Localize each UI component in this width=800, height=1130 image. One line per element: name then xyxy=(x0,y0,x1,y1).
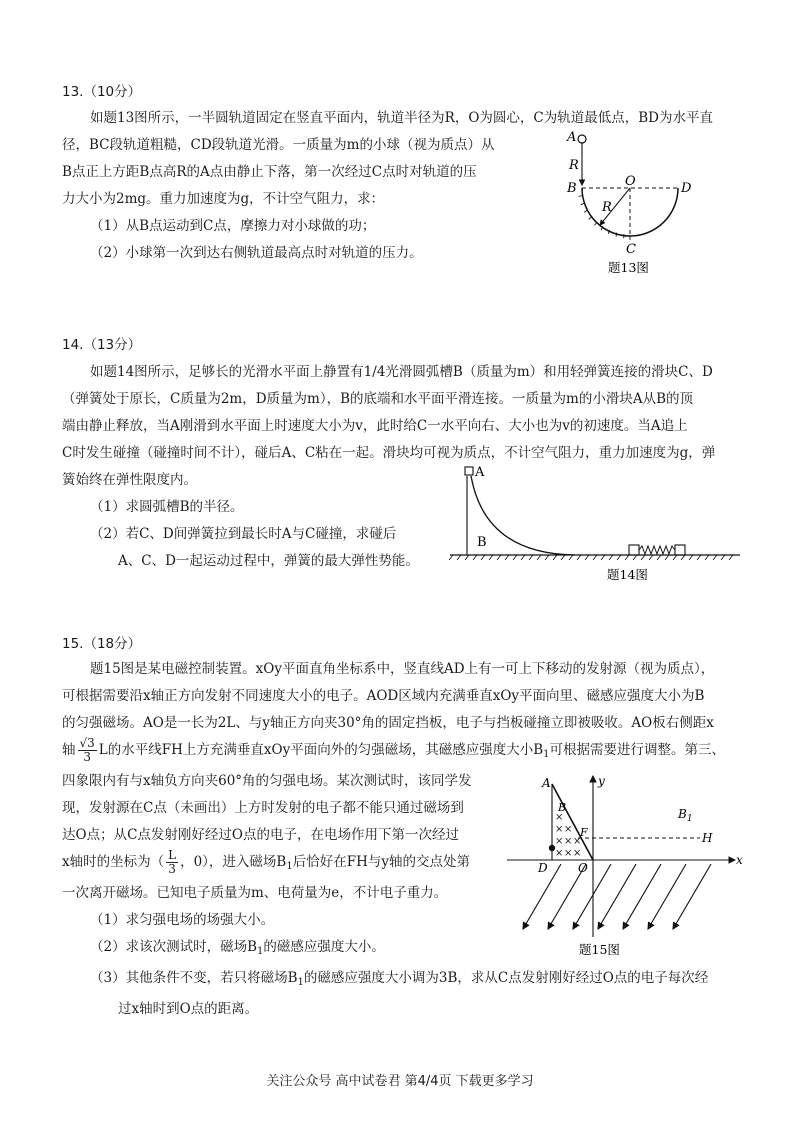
label-c: C xyxy=(626,242,636,257)
q14-heading: 14.（13分） xyxy=(62,337,142,353)
q15-subquestion-3: （3）其他条件不变，若只将磁场$B_1$的磁感应强度大小调为3B，求从C点发射刚好经过O点的电子每次经 xyxy=(90,970,709,988)
q14-subquestion-2a: （2）若C、D间弹簧拉到最长时A与C碰撞，求碰后 xyxy=(90,526,397,542)
q15-line-2: 可根据需要沿x轴正方向发射不同速度大小的电子。AOD区域内充满垂直xOy平面向里、磁感应强度大小为B xyxy=(62,688,705,704)
label-r-height: R xyxy=(569,158,579,173)
q13-line-2: 径，BC段轨道粗糙，CD段轨道光滑。一质量为m的小球（视为质点）从 xyxy=(62,137,495,153)
figure-15 xyxy=(495,772,745,960)
q15-subquestion-1: （1）求匀强电场的场强大小。 xyxy=(90,912,275,928)
svg-text:×: × xyxy=(555,824,564,835)
q14-line-1: 如题14图所示，足够长的光滑水平面上静置有1/4光滑圆弧槽B（质量为m）和用轻弹簧连接的滑块C、D xyxy=(90,364,713,380)
svg-text:×: × xyxy=(573,836,582,847)
figure-14-caption: 题14图 xyxy=(607,567,648,582)
svg-text:×: × xyxy=(555,848,564,859)
q15-subquestion-3b: 过x轴时到O点的距离。 xyxy=(118,1001,259,1017)
block-d xyxy=(675,545,685,555)
svg-text:×: × xyxy=(555,812,564,823)
q14-line-2: （弹簧处于原长，C质量为2m，D质量为m），B的底端和水平面平滑连接。一质量为m的小滑块A从B的顶 xyxy=(62,391,693,407)
q14-line-3: 端由静止释放，当A刚滑到水平面上时速度大小为v，此时给C一水平向右、大小也为v的初速度。当A追上 xyxy=(62,418,688,434)
q15-heading: 15.（18分） xyxy=(62,636,142,652)
groove-arc xyxy=(471,476,575,555)
q15-line-6: 现，发射源在C点（未画出）上方时发射的电子都不能只通过磁场到 xyxy=(62,800,464,816)
label-x: x xyxy=(736,853,743,867)
label-a: A xyxy=(542,776,551,790)
label-b: B xyxy=(477,535,487,550)
q15-line-5: 四象限内有与x轴负方向夹60°角的匀强电场。某次测试时，该同学发 xyxy=(62,773,472,789)
fraction-sqrt3-over-3: $\frac{√3}{3}$ xyxy=(79,736,95,764)
svg-text:×: × xyxy=(564,836,573,847)
field-crosses xyxy=(555,812,581,859)
figure-13 xyxy=(555,128,705,280)
electric-field-lines xyxy=(523,864,711,929)
svg-text:×: × xyxy=(555,836,564,847)
q14-subquestion-2b: A、C、D一起运动过程中，弹簧的最大弹性势能。 xyxy=(118,553,419,569)
q15-line-7: 达O点；从C点发射刚好经过O点的电子，在电场作用下第一次经过 xyxy=(62,827,459,843)
q13-line-3: B点正上方距B点高R的A点由静止下落，第一次经过C点时对轨道的压 xyxy=(62,164,477,180)
q13-line-1: 如题13图所示，一半圆轨道固定在竖直平面内，轨道半径为R，O为圆心，C为轨道最低点，BD为水平直 xyxy=(90,110,713,126)
figure-13-caption: 题13图 xyxy=(608,260,649,275)
svg-text:×: × xyxy=(573,848,582,859)
fraction-l-over-3: $\frac{L}{3}$ xyxy=(168,848,177,876)
emission-source xyxy=(549,845,555,851)
q14-line-4: C时发生碰撞（碰撞时间不计），碰后A、C粘在一起。滑块均可视为质点，不计空气阻力，重力加速度为g，弹 xyxy=(62,445,716,461)
spring xyxy=(639,546,675,554)
q13-subquestion-1: （1）从B点运动到C点，摩擦力对小球做的功； xyxy=(90,218,376,234)
q14-subquestion-1: （1）求圆弧槽B的半径。 xyxy=(90,499,244,515)
q15-line-4: 轴 $\frac{√3}{3}$ L的水平线FH上方充满垂直xOy平面向外的匀强磁场，其磁感应强度大小$B_1$可根据需要进行调整。第三、 xyxy=(62,736,725,764)
q15-line-3: 的匀强磁场。AO是一长为2L、与y轴正方向夹30°角的固定挡板，电子与挡板碰撞立即被吸收。AO板右侧距x xyxy=(62,715,714,731)
q15-subquestion-2: （2）求该次测试时，磁场$B_1$的磁感应强度大小。 xyxy=(90,939,385,957)
label-o: O xyxy=(625,174,636,189)
svg-text:×: × xyxy=(564,848,573,859)
q13-heading: 13.（10分） xyxy=(62,84,142,100)
label-f: F xyxy=(580,826,588,839)
ball-a xyxy=(578,135,586,143)
label-y: y xyxy=(598,774,605,788)
page-footer: 关注公众号 高中试卷君 第4/4页 下载更多学习 xyxy=(266,1074,534,1089)
q15-line-9: 一次离开磁场。已知电子质量为m、电荷量为e，不计电子重力。 xyxy=(62,885,448,901)
label-b: B xyxy=(567,181,577,196)
q15-line-1: 题15图是某电磁控制装置。xOy平面直角坐标系中，竖直线AD上有一可上下移动的发射源（视为质点）， xyxy=(90,661,715,677)
figure-14 xyxy=(445,462,745,582)
label-b: B xyxy=(558,801,567,814)
figure-15-caption: 题15图 xyxy=(579,942,620,957)
q15-line-8: x轴时的坐标为（ $\frac{L}{3}$ ，0），进入磁场$B_1$后恰好在FH与y轴的交点处第 xyxy=(62,848,471,876)
label-a: A xyxy=(475,465,485,480)
q13-subquestion-2: （2）小球第一次到达右侧轨道最高点时对轨道的压力。 xyxy=(90,245,423,261)
q14-line-5: 簧始终在弹性限度内。 xyxy=(62,472,197,488)
label-d: D xyxy=(538,861,548,875)
ground-hatching xyxy=(449,555,733,560)
block-c xyxy=(629,545,639,555)
label-h: H xyxy=(702,831,713,845)
label-a: A xyxy=(567,130,577,145)
label-b1: $B_1$ xyxy=(678,807,693,824)
label-r-radius: R xyxy=(602,200,612,215)
label-d: D xyxy=(681,181,692,196)
q13-line-4: 力大小为2mg。重力加速度为g，不计空气阻力，求： xyxy=(62,191,385,207)
block-a xyxy=(465,467,473,475)
svg-text:×: × xyxy=(564,824,573,835)
label-o: O xyxy=(578,861,588,875)
